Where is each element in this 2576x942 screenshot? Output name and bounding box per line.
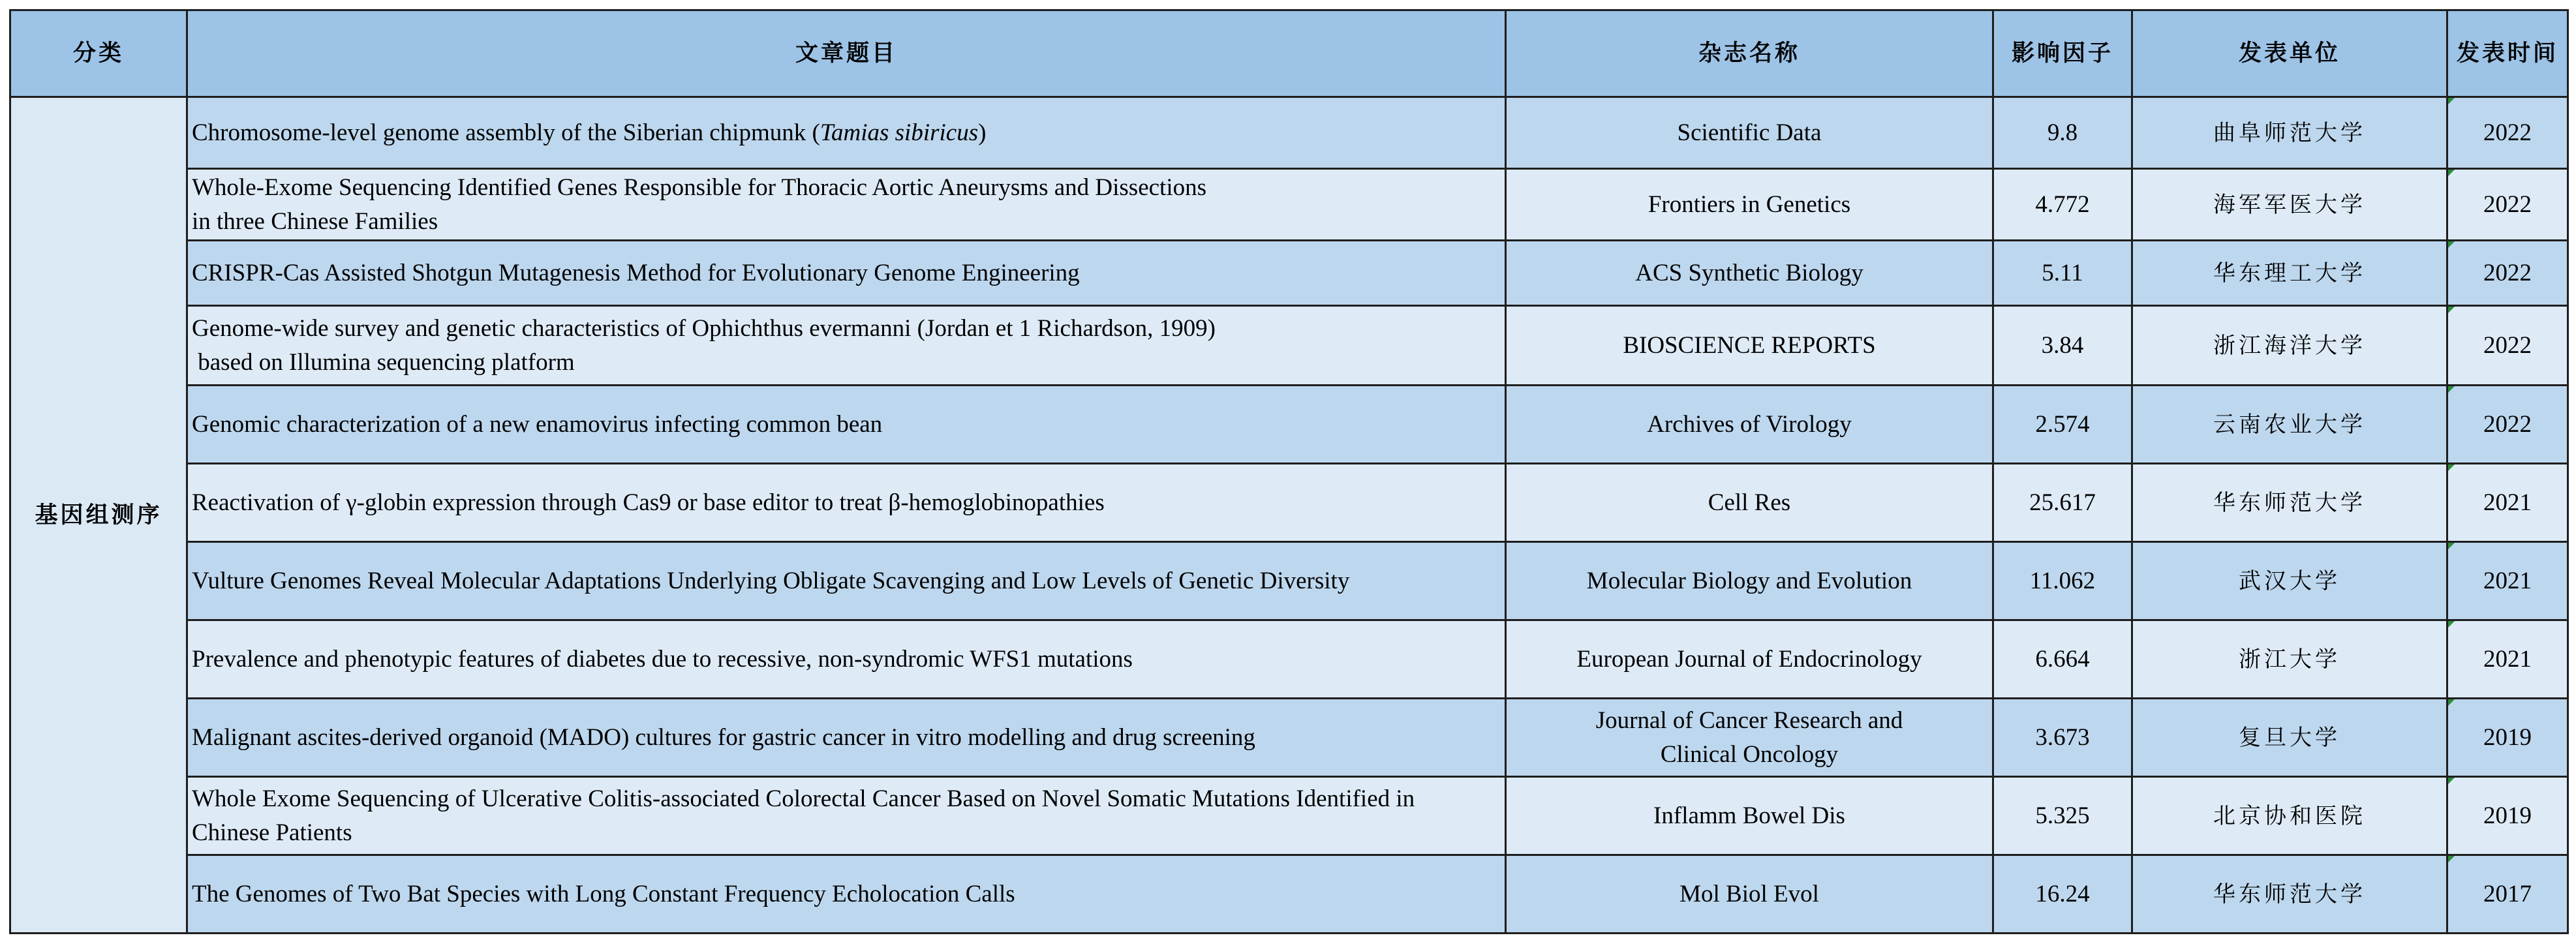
institution-cell: 武汉大学 (2132, 542, 2447, 620)
journal-cell: Cell Res (1506, 464, 1993, 542)
journal-cell: Inflamm Bowel Dis (1506, 777, 1993, 855)
title-cell (187, 306, 1506, 386)
category-cell: 基因组测序 (10, 97, 187, 934)
title-cell (187, 169, 1506, 241)
title-line: in three Chinese Families (192, 207, 438, 235)
year-cell: 2022 (2447, 386, 2568, 464)
header-journal: 杂志名称 (1506, 10, 1993, 97)
journal-cell: ACS Synthetic Biology (1506, 241, 1993, 306)
journal-cell: Mol Biol Evol (1506, 855, 1993, 934)
header-category: 分类 (10, 10, 187, 97)
title-cell: Prevalence and phenotypic features of diabetes due to recessive, non-syndromic WFS1 mutations (187, 620, 1506, 699)
header-row (10, 10, 2568, 97)
title-line: Genome-wide survey and genetic characteristics of Ophichthus evermanni (Jordan et 1 Richardson, 1909) (192, 314, 1216, 342)
year-cell: 2022 (2447, 241, 2568, 306)
header-institution: 发表单位 (2132, 10, 2447, 97)
title-cell (187, 777, 1506, 855)
journal-cell: Frontiers in Genetics (1506, 169, 1993, 241)
year-cell: 2019 (2447, 777, 2568, 855)
institution-cell: 曲阜师范大学 (2132, 97, 2447, 169)
header-year: 发表时间 (2447, 10, 2568, 97)
journal-cell: Archives of Virology (1506, 386, 1993, 464)
impact-factor-cell: 11.062 (1993, 542, 2132, 620)
title-line: based on Illumina sequencing platform (192, 348, 575, 376)
impact-factor-cell: 4.772 (1993, 169, 2132, 241)
year-cell: 2021 (2447, 464, 2568, 542)
journal-cell: BIOSCIENCE REPORTS (1506, 306, 1993, 386)
header-title: 文章题目 (187, 10, 1506, 97)
year-cell: 2022 (2447, 169, 2568, 241)
table-row (10, 97, 2568, 169)
table-row (10, 620, 2568, 699)
publication-table-wrapper (9, 9, 2569, 934)
impact-factor-cell: 3.84 (1993, 306, 2132, 386)
table-row (10, 464, 2568, 542)
journal-line: Clinical Oncology (1660, 740, 1839, 768)
title-cell: The Genomes of Two Bat Species with Long Constant Frequency Echolocation Calls (187, 855, 1506, 934)
table-row (10, 855, 2568, 934)
institution-cell: 华东理工大学 (2132, 241, 2447, 306)
journal-cell: European Journal of Endocrinology (1506, 620, 1993, 699)
title-cell: Malignant ascites-derived organoid (MADO) cultures for gastric cancer in vitro modelling and drug screening (187, 699, 1506, 777)
year-cell: 2017 (2447, 855, 2568, 934)
year-cell: 2022 (2447, 97, 2568, 169)
impact-factor-cell: 9.8 (1993, 97, 2132, 169)
journal-cell: Molecular Biology and Evolution (1506, 542, 1993, 620)
institution-cell: 华东师范大学 (2132, 464, 2447, 542)
species-name: Tamias sibiricus (820, 119, 979, 146)
impact-factor-cell: 5.325 (1993, 777, 2132, 855)
journal-cell: Scientific Data (1506, 97, 1993, 169)
table-row (10, 169, 2568, 241)
impact-factor-cell: 16.24 (1993, 855, 2132, 934)
publication-table (9, 9, 2569, 934)
journal-line: Journal of Cancer Research and (1595, 706, 1903, 734)
institution-cell: 复旦大学 (2132, 699, 2447, 777)
journal-cell (1506, 699, 1993, 777)
impact-factor-cell: 6.664 (1993, 620, 2132, 699)
institution-cell: 浙江海洋大学 (2132, 306, 2447, 386)
impact-factor-cell: 25.617 (1993, 464, 2132, 542)
impact-factor-cell: 3.673 (1993, 699, 2132, 777)
year-cell: 2021 (2447, 620, 2568, 699)
title-line: Chinese Patients (192, 819, 352, 846)
title-cell: Vulture Genomes Reveal Molecular Adaptations Underlying Obligate Scavenging and Low Levels of Genetic Diversity (187, 542, 1506, 620)
year-cell: 2021 (2447, 542, 2568, 620)
title-text-end: ) (978, 119, 987, 146)
title-cell: CRISPR-Cas Assisted Shotgun Mutagenesis Method for Evolutionary Genome Engineering (187, 241, 1506, 306)
header-impact-factor: 影响因子 (1993, 10, 2132, 97)
title-line: Whole-Exome Sequencing Identified Genes Responsible for Thoracic Aortic Aneurysms and Dissections (192, 174, 1206, 201)
title-cell: Reactivation of γ-globin expression through Cas9 or base editor to treat β-hemoglobinopathies (187, 464, 1506, 542)
institution-cell: 海军军医大学 (2132, 169, 2447, 241)
impact-factor-cell: 2.574 (1993, 386, 2132, 464)
title-text: Chromosome-level genome assembly of the Siberian chipmunk ( (192, 119, 820, 146)
table-row (10, 241, 2568, 306)
institution-cell: 浙江大学 (2132, 620, 2447, 699)
title-line: Whole Exome Sequencing of Ulcerative Colitis-associated Colorectal Cancer Based on Novel Somatic Mutations Identified in (192, 785, 1415, 812)
year-cell: 2019 (2447, 699, 2568, 777)
year-cell: 2022 (2447, 306, 2568, 386)
table-row (10, 542, 2568, 620)
table-row (10, 386, 2568, 464)
institution-cell: 云南农业大学 (2132, 386, 2447, 464)
title-cell (187, 97, 1506, 169)
institution-cell: 北京协和医院 (2132, 777, 2447, 855)
table-row (10, 306, 2568, 386)
title-cell: Genomic characterization of a new enamovirus infecting common bean (187, 386, 1506, 464)
institution-cell: 华东师范大学 (2132, 855, 2447, 934)
table-row (10, 699, 2568, 777)
impact-factor-cell: 5.11 (1993, 241, 2132, 306)
table-row (10, 777, 2568, 855)
